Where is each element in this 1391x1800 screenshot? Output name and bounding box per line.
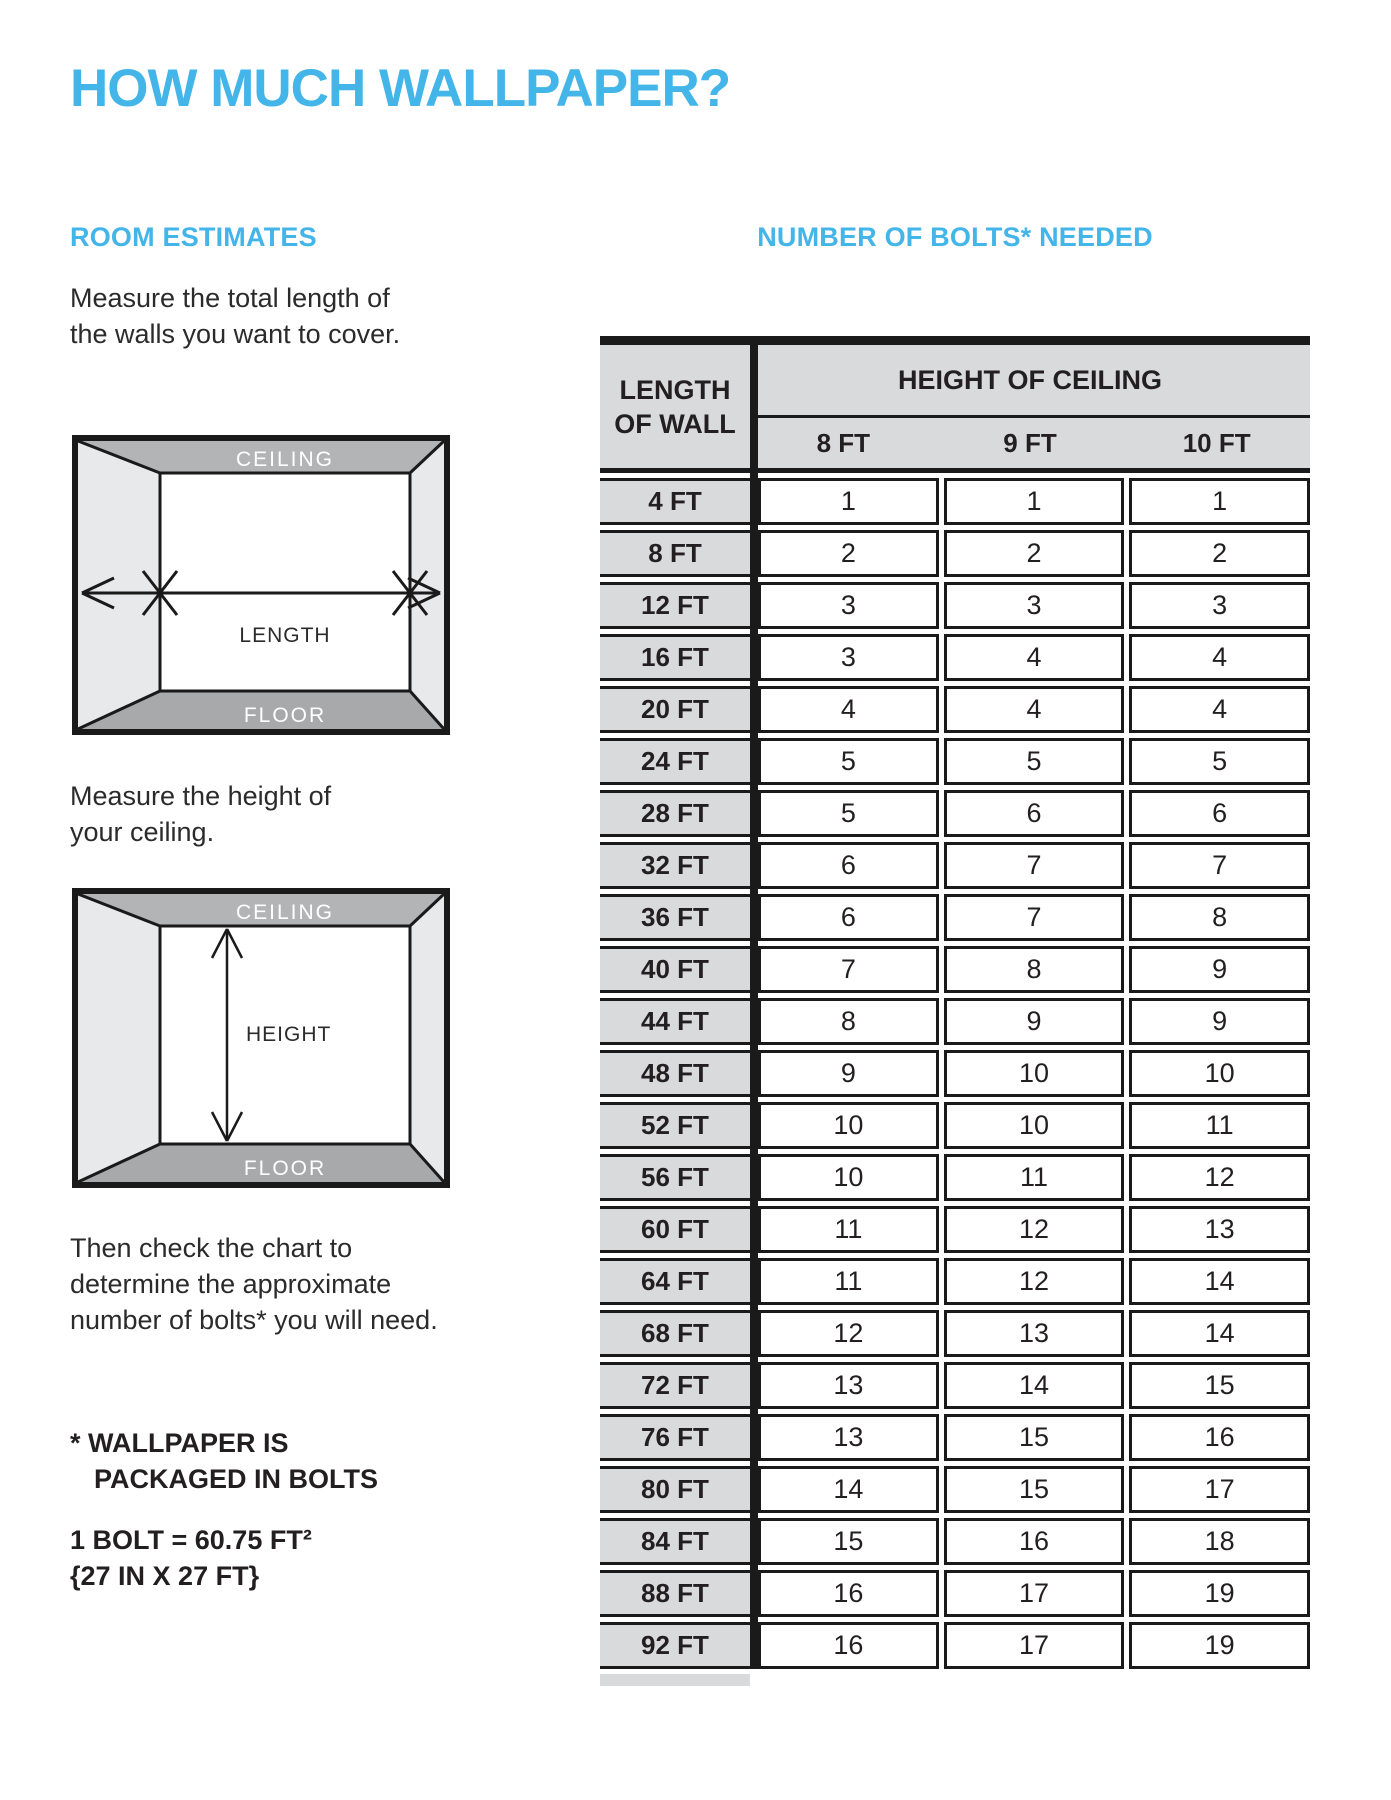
bolt-count-cell: 12 xyxy=(1129,1154,1310,1201)
table-row xyxy=(600,1154,1310,1201)
table-row xyxy=(600,634,1310,681)
column-header-10ft: 10 FT xyxy=(1182,428,1251,458)
bolt-count-cell: 11 xyxy=(944,1154,1125,1201)
length-label: LENGTH xyxy=(239,624,331,647)
table-row xyxy=(600,894,1310,941)
wall-length-label: 88 FT xyxy=(600,1570,750,1617)
bolt-count-cell: 10 xyxy=(944,1102,1125,1149)
table-row xyxy=(600,946,1310,993)
table-header xyxy=(600,345,1310,473)
bolt-count-cell: 18 xyxy=(1129,1518,1310,1565)
bolt-count-cell: 10 xyxy=(1129,1050,1310,1097)
room-length-diagram xyxy=(72,435,450,735)
bolt-count-cell: 6 xyxy=(1129,790,1310,837)
column-header-9ft: 9 FT xyxy=(1003,428,1057,458)
wall-length-label: 92 FT xyxy=(600,1622,750,1669)
wall-length-label: 48 FT xyxy=(600,1050,750,1097)
bolt-count-cell: 9 xyxy=(758,1050,939,1097)
table-row xyxy=(600,1102,1310,1149)
bolt-count-cell: 16 xyxy=(758,1570,939,1617)
table-row xyxy=(600,1622,1310,1669)
bolt-count-cell: 4 xyxy=(944,686,1125,733)
bolt-count-cell: 12 xyxy=(944,1206,1125,1253)
floor-label: FLOOR xyxy=(243,1157,327,1180)
bolt-size-info: 1 BOLT = 60.75 FT² {27 IN X 27 FT} xyxy=(70,1525,312,1591)
wall-length-label: 72 FT xyxy=(600,1362,750,1409)
table-row xyxy=(600,842,1310,889)
page-title: HOW MUCH WALLPAPER? xyxy=(70,59,731,118)
wall-length-label: 4 FT xyxy=(600,478,750,525)
bolt-count-cell: 1 xyxy=(944,478,1125,525)
label-column-sliver xyxy=(600,1674,750,1686)
floor-label: FLOOR xyxy=(243,704,327,727)
table-row xyxy=(600,1206,1310,1253)
wall-length-label: 16 FT xyxy=(600,634,750,681)
bolts-table xyxy=(600,336,1310,1686)
bolt-count-cell: 9 xyxy=(1129,998,1310,1045)
wall-length-label: 20 FT xyxy=(600,686,750,733)
bolt-count-cell: 8 xyxy=(944,946,1125,993)
bolt-count-cell: 5 xyxy=(758,738,939,785)
bolt-count-cell: 17 xyxy=(944,1570,1125,1617)
wall-length-label: 56 FT xyxy=(600,1154,750,1201)
bolt-count-cell: 19 xyxy=(1129,1570,1310,1617)
ceiling-height-columns xyxy=(750,418,1310,468)
room-height-diagram xyxy=(72,888,450,1188)
bolt-count-cell: 16 xyxy=(944,1518,1125,1565)
right-wall-panel xyxy=(410,894,444,1182)
wall-length-label: 36 FT xyxy=(600,894,750,941)
table-row xyxy=(600,738,1310,785)
bolt-count-cell: 10 xyxy=(944,1050,1125,1097)
wall-length-label: 64 FT xyxy=(600,1258,750,1305)
column-header-8ft: 8 FT xyxy=(816,428,871,458)
table-row xyxy=(600,790,1310,837)
wall-length-label: 40 FT xyxy=(600,946,750,993)
bolt-count-cell: 15 xyxy=(1129,1362,1310,1409)
bolt-count-cell: 1 xyxy=(758,478,939,525)
table-row xyxy=(600,1466,1310,1513)
wall-length-label: 84 FT xyxy=(600,1518,750,1565)
ceiling-label: CEILING xyxy=(235,448,335,471)
instruction-check-chart: Then check the chart to determine the approximate number of bolts* you will need. xyxy=(70,1233,438,1335)
table-row xyxy=(600,1050,1310,1097)
wall-length-label: 12 FT xyxy=(600,582,750,629)
table-body xyxy=(600,478,1310,1669)
height-of-ceiling-header: HEIGHT OF CEILING xyxy=(750,345,1310,418)
bolt-count-cell: 6 xyxy=(758,842,939,889)
table-row xyxy=(600,530,1310,577)
bolt-count-cell: 7 xyxy=(944,842,1125,889)
room-estimates-heading: ROOM ESTIMATES xyxy=(70,222,317,252)
bolt-count-cell: 3 xyxy=(758,634,939,681)
bolt-count-cell: 19 xyxy=(1129,1622,1310,1669)
bolt-count-cell: 5 xyxy=(758,790,939,837)
table-row xyxy=(600,998,1310,1045)
bolt-count-cell: 15 xyxy=(944,1466,1125,1513)
ceiling-label: CEILING xyxy=(235,901,335,924)
bolt-count-cell: 14 xyxy=(758,1466,939,1513)
bolt-count-cell: 4 xyxy=(758,686,939,733)
bolt-count-cell: 13 xyxy=(758,1362,939,1409)
bolt-count-cell: 13 xyxy=(758,1414,939,1461)
wall-length-label: 32 FT xyxy=(600,842,750,889)
table-row xyxy=(600,1570,1310,1617)
bolt-count-cell: 3 xyxy=(944,582,1125,629)
bolt-count-cell: 10 xyxy=(758,1102,939,1149)
wall-length-label: 28 FT xyxy=(600,790,750,837)
bolt-count-cell: 4 xyxy=(1129,686,1310,733)
bolt-count-cell: 12 xyxy=(758,1310,939,1357)
wall-length-label: 80 FT xyxy=(600,1466,750,1513)
height-label: HEIGHT xyxy=(246,1023,332,1046)
wall-length-label: 8 FT xyxy=(600,530,750,577)
bolt-count-cell: 9 xyxy=(944,998,1125,1045)
bolt-count-cell: 11 xyxy=(1129,1102,1310,1149)
table-top-rule xyxy=(600,336,1310,345)
bolt-count-cell: 8 xyxy=(758,998,939,1045)
bolt-count-cell: 6 xyxy=(758,894,939,941)
wall-length-label: 52 FT xyxy=(600,1102,750,1149)
bolt-count-cell: 7 xyxy=(944,894,1125,941)
bolt-count-cell: 2 xyxy=(1129,530,1310,577)
wall-length-label: 76 FT xyxy=(600,1414,750,1461)
bolt-count-cell: 2 xyxy=(944,530,1125,577)
bolts-needed-heading: NUMBER OF BOLTS* NEEDED xyxy=(757,222,1153,252)
wall-length-label: 68 FT xyxy=(600,1310,750,1357)
bolt-count-cell: 11 xyxy=(758,1258,939,1305)
table-vertical-rule xyxy=(750,336,758,1669)
table-row xyxy=(600,582,1310,629)
bolt-count-cell: 14 xyxy=(1129,1310,1310,1357)
bolt-count-cell: 15 xyxy=(944,1414,1125,1461)
wall-length-label: 60 FT xyxy=(600,1206,750,1253)
bolt-count-cell: 14 xyxy=(944,1362,1125,1409)
bolt-count-cell: 2 xyxy=(758,530,939,577)
bolt-count-cell: 10 xyxy=(758,1154,939,1201)
bolt-count-cell: 9 xyxy=(1129,946,1310,993)
height-of-ceiling-group xyxy=(750,345,1310,473)
bolt-count-cell: 11 xyxy=(758,1206,939,1253)
back-wall-panel xyxy=(160,473,410,691)
left-wall-panel xyxy=(78,441,160,729)
bolt-count-cell: 4 xyxy=(1129,634,1310,681)
bolt-count-cell: 3 xyxy=(1129,582,1310,629)
bolt-count-cell: 16 xyxy=(1129,1414,1310,1461)
bolt-count-cell: 4 xyxy=(944,634,1125,681)
bolt-count-cell: 17 xyxy=(944,1622,1125,1669)
bolt-count-cell: 15 xyxy=(758,1518,939,1565)
bolt-count-cell: 7 xyxy=(1129,842,1310,889)
table-row xyxy=(600,1414,1310,1461)
table-row xyxy=(600,1258,1310,1305)
bolt-count-cell: 5 xyxy=(1129,738,1310,785)
table-row xyxy=(600,1310,1310,1357)
table-row xyxy=(600,1362,1310,1409)
wall-length-label: 44 FT xyxy=(600,998,750,1045)
wall-length-label: 24 FT xyxy=(600,738,750,785)
length-of-wall-header: LENGTH OF WALL xyxy=(600,345,750,473)
instruction-measure-height: Measure the height of your ceiling. xyxy=(70,781,332,847)
bolt-count-cell: 17 xyxy=(1129,1466,1310,1513)
left-wall-panel xyxy=(78,894,160,1182)
bolt-count-cell: 14 xyxy=(1129,1258,1310,1305)
bolt-count-cell: 8 xyxy=(1129,894,1310,941)
bolt-count-cell: 6 xyxy=(944,790,1125,837)
table-row xyxy=(600,1518,1310,1565)
bolt-count-cell: 13 xyxy=(944,1310,1125,1357)
bolt-count-cell: 3 xyxy=(758,582,939,629)
bolt-count-cell: 5 xyxy=(944,738,1125,785)
bolt-count-cell: 13 xyxy=(1129,1206,1310,1253)
table-row xyxy=(600,478,1310,525)
table-row xyxy=(600,686,1310,733)
bolt-count-cell: 16 xyxy=(758,1622,939,1669)
instruction-measure-length: Measure the total length of the walls you want to cover. xyxy=(70,283,401,349)
bolt-count-cell: 7 xyxy=(758,946,939,993)
bolt-count-cell: 1 xyxy=(1129,478,1310,525)
bolt-count-cell: 12 xyxy=(944,1258,1125,1305)
bolts-footnote: * WALLPAPER IS PACKAGED IN BOLTS xyxy=(70,1428,379,1494)
